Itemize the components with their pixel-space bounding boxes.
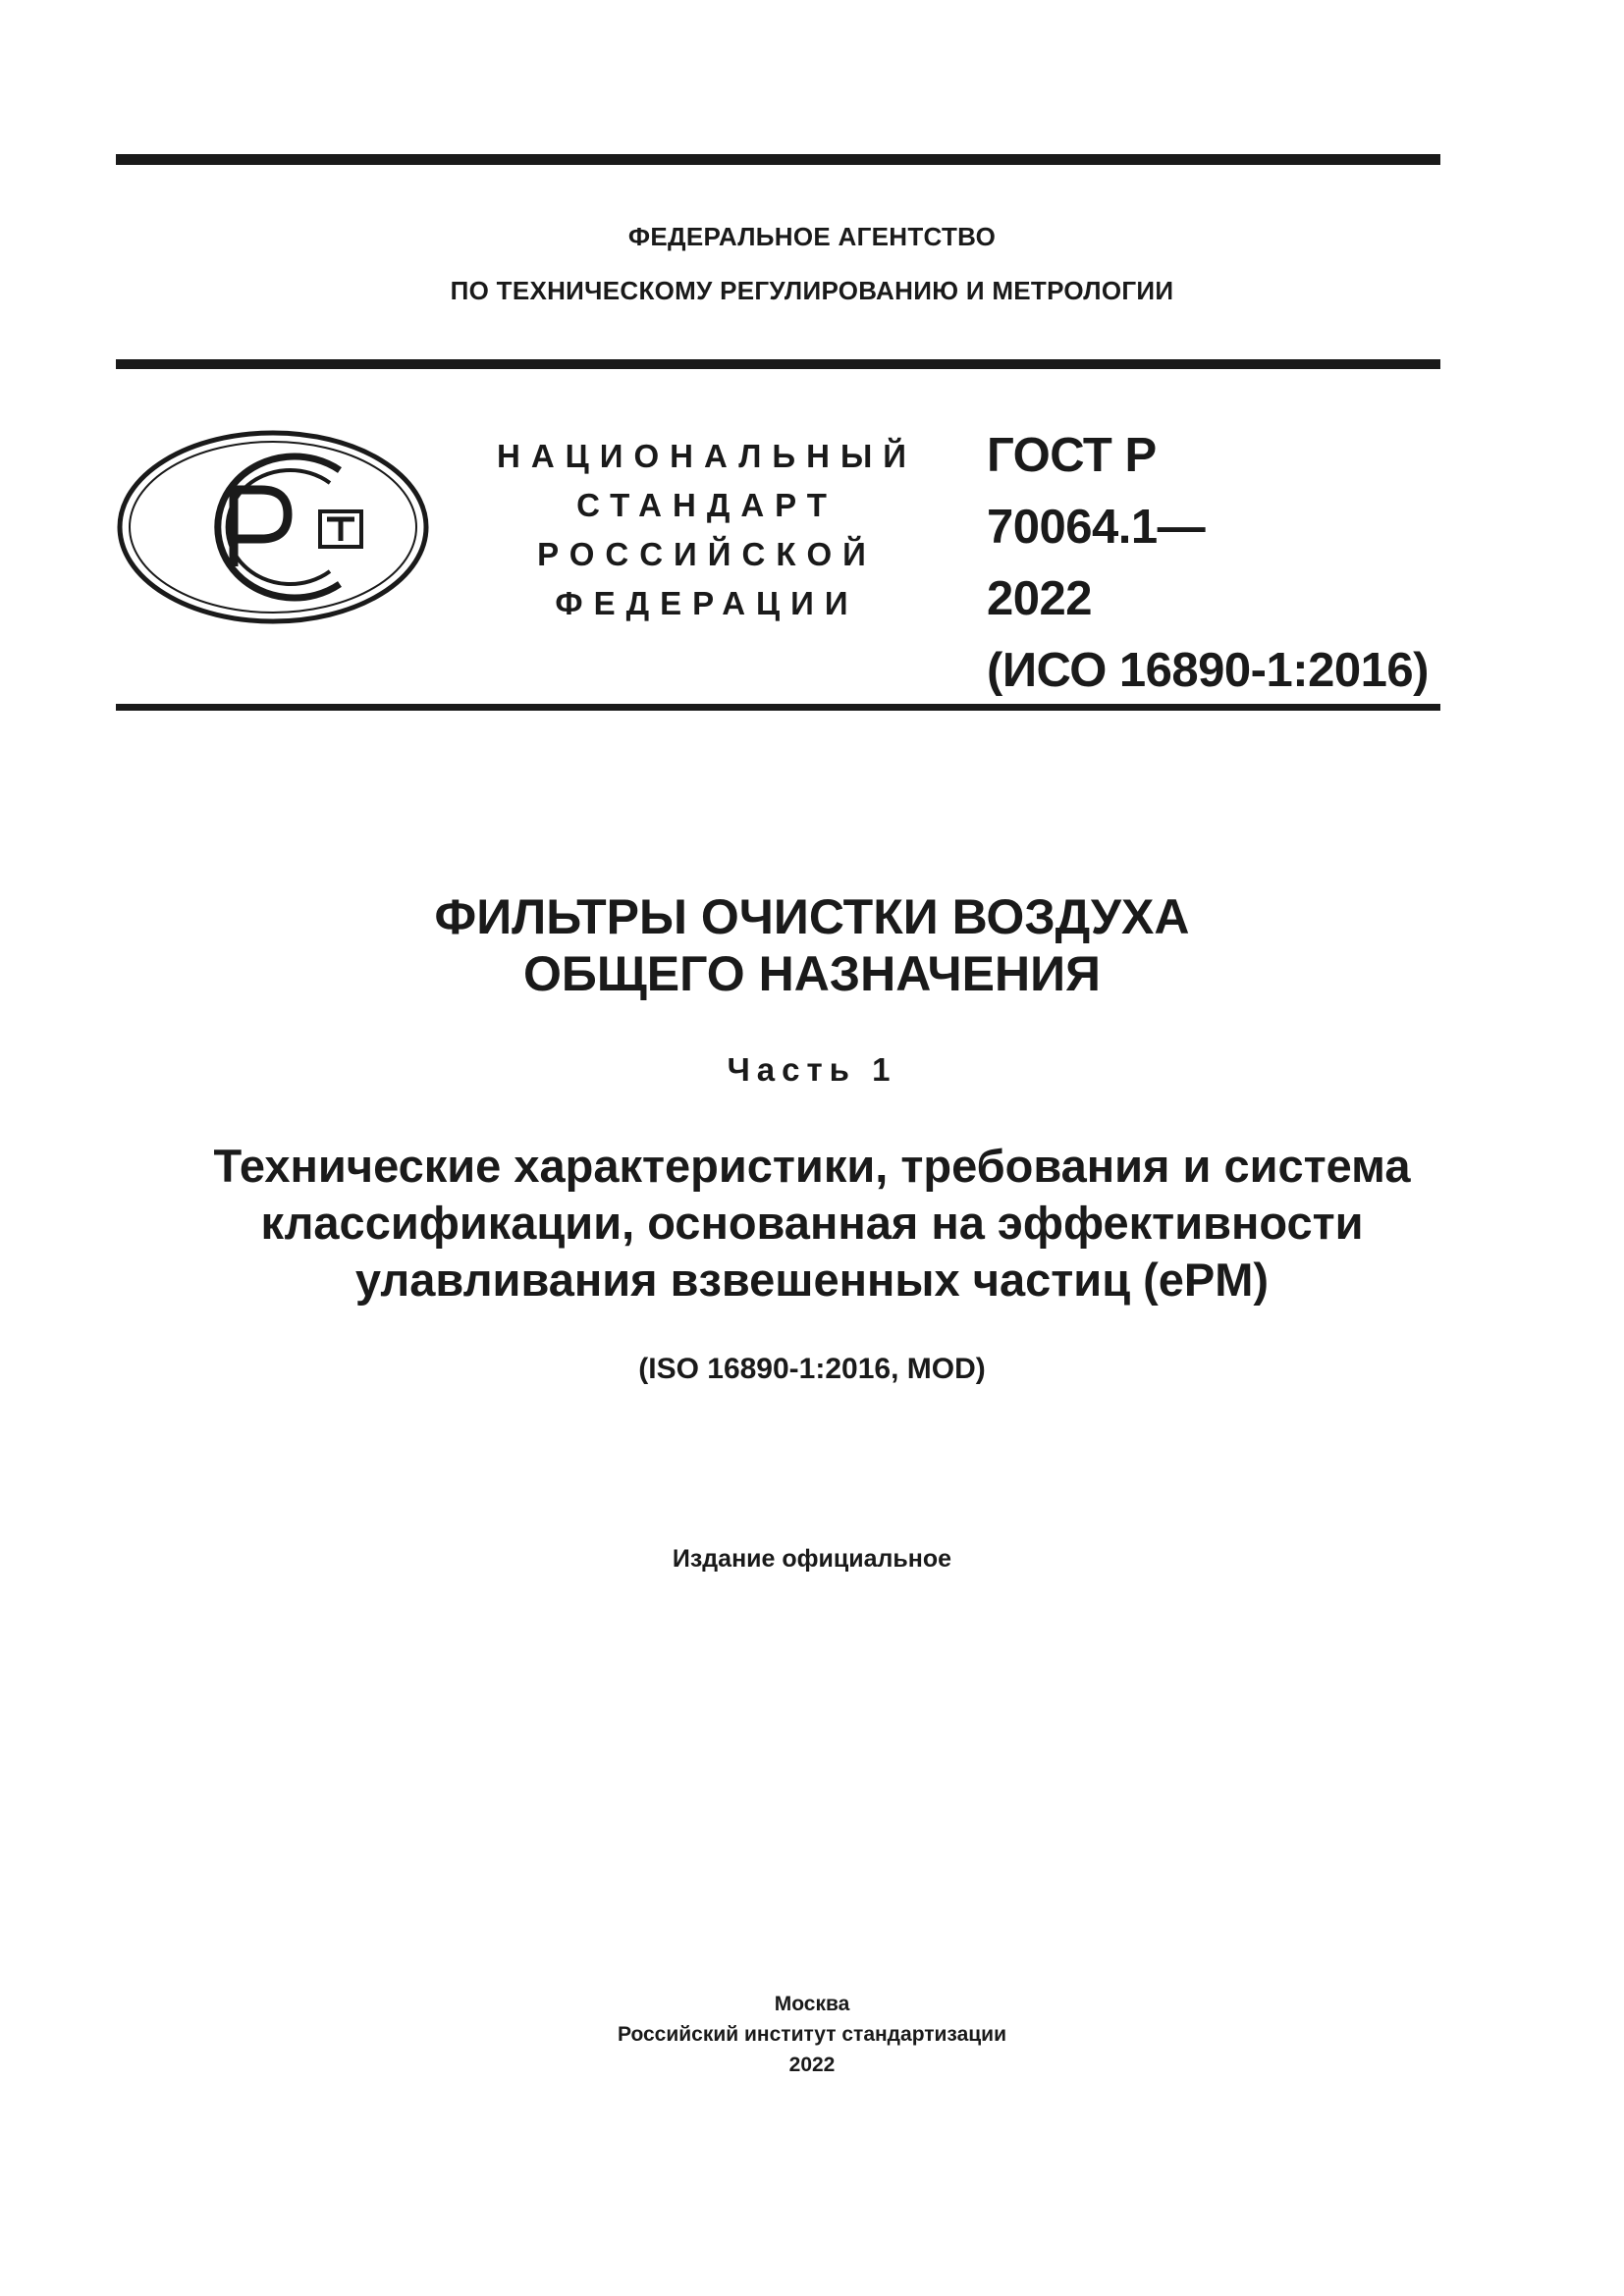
part-number: Часть 1	[727, 1051, 897, 1088]
subtitle-line: улавливания взвешенных частиц (ePM)	[354, 1254, 1270, 1306]
designation-line: ГОСТ Р	[987, 429, 1157, 482]
designation-line: (ИСО 16890-1:2016)	[987, 644, 1429, 697]
national-standard-line: СТАНДАРТ	[576, 487, 838, 523]
designation-line: 70064.1—	[987, 501, 1206, 554]
agency-line-2: ПО ТЕХНИЧЕСКОМУ РЕГУЛИРОВАНИЮ И МЕТРОЛОГИИ	[450, 276, 1174, 305]
national-standard-line: РОССИЙСКОЙ	[537, 536, 877, 572]
agency-line-1: ФЕДЕРАЛЬНОЕ АГЕНТСТВО	[627, 222, 997, 251]
title-line: ФИЛЬТРЫ ОЧИСТКИ ВОЗДУХА	[434, 889, 1190, 944]
document-subtitle	[0, 1138, 1624, 1308]
national-standard-line: НАЦИОНАЛЬНЫЙ	[497, 438, 917, 474]
top-rule	[116, 154, 1440, 165]
iso-reference: (ISO 16890-1:2016, MOD)	[638, 1353, 986, 1385]
subtitle-line: Технические характеристики, требования и система	[213, 1140, 1411, 1192]
header-rule	[116, 359, 1440, 369]
national-standard-line: ФЕДЕРАЦИИ	[555, 585, 859, 621]
subtitle-line: классификации, основанная на эффективности	[260, 1197, 1364, 1249]
designation-line: 2022	[987, 572, 1093, 625]
national-standard-label	[481, 432, 933, 628]
edition-note: Издание официальное	[672, 1545, 952, 1573]
imprint-publisher: Российский институт стандартизации	[617, 2023, 1007, 2046]
document-title	[0, 888, 1624, 1002]
standard-designation	[987, 420, 1429, 707]
imprint-city: Москва	[774, 1993, 850, 2015]
header-bottom-rule	[116, 704, 1440, 711]
title-line: ОБЩЕГО НАЗНАЧЕНИЯ	[522, 946, 1101, 1001]
imprint-year: 2022	[788, 2054, 836, 2076]
imprint	[0, 1989, 1624, 2080]
rst-certification-mark-icon	[116, 429, 430, 625]
